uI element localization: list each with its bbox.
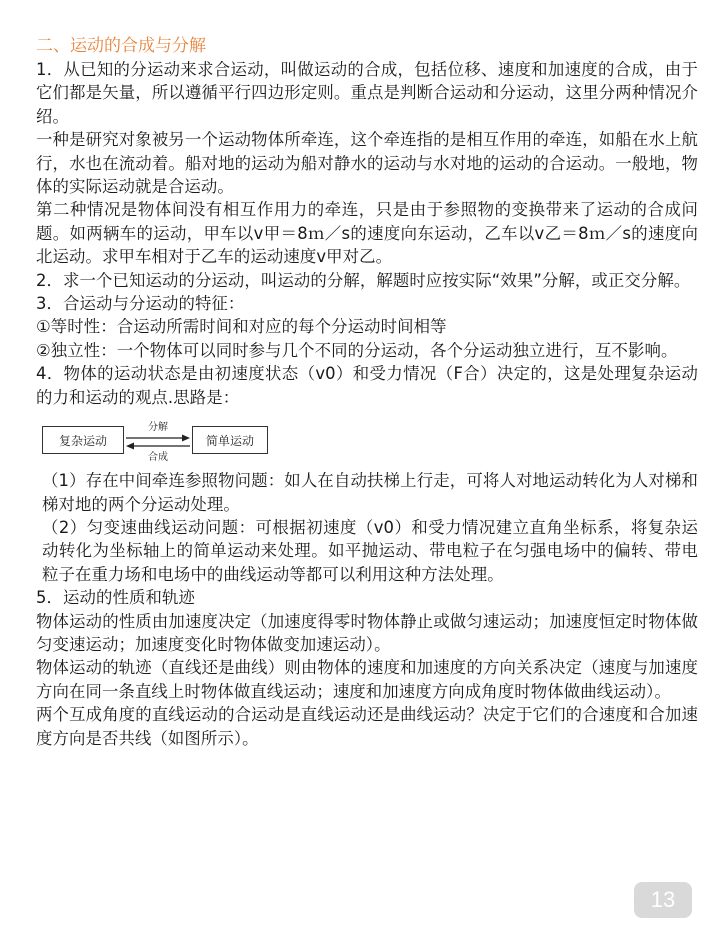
paragraph-4: 2．求一个已知运动的分运动，叫运动的分解，解题时应按实际“效果”分解，或正交分解。	[36, 270, 691, 290]
complex-motion-box: 复杂运动	[42, 426, 124, 454]
paragraph-2: 一种是研究对象被另一个运动物体所牵连，这个牵连指的是相互作用的牵连，如船在水上航行，水也在流动着。船对地的运动为船对静水的运动与水对地的运动的合运动。一般地，物体的实际运动就是合运动。	[36, 130, 698, 197]
paragraph-14: 两个互成角度的直线运动的合运动是直线运动还是曲线运动？决定于它们的合速度和合加速度方向是否共线（如图所示）。	[36, 705, 698, 748]
decomposition-diagram	[36, 414, 698, 466]
paragraph-3: 第二种情况是物体间没有相互作用力的牵连，只是由于参照物的变换带来了运动的合成问题。如两辆车的运动，甲车以v甲＝8ｍ／s的速度向东运动，乙车以v乙＝8ｍ／s的速度向北运动。求甲车相对于乙车的运动速度v甲对乙。	[36, 200, 698, 267]
page-content	[36, 34, 698, 750]
page-number-badge: 13	[634, 882, 692, 918]
compose-label: 合成	[148, 452, 168, 464]
paragraph-12: 物体运动的性质由加速度决定（加速度得零时物体静止或做匀速运动；加速度恒定时物体做匀变速运动；加速度变化时物体做变加速运动）。	[36, 611, 698, 654]
paragraph-11: 5．运动的性质和轨迹	[36, 588, 195, 608]
paragraph-5: 3．合运动与分运动的特征：	[36, 294, 245, 314]
paragraph-1: 1．从已知的分运动来求合运动，叫做运动的合成，包括位移、速度和加速度的合成，由于它们都是矢量，所以遵循平行四边形定则。重点是判断合运动和分运动，这里分两种情况介绍。	[36, 60, 698, 126]
paragraph-13: 物体运动的轨迹（直线还是曲线）则由物体的速度和加速度的方向关系决定（速度与加速度方向在同一条直线上时物体做直线运动；速度和加速度方向成角度时物体做曲线运动）。	[36, 658, 698, 701]
diagram-arrows	[124, 422, 192, 462]
paragraph-8: 4．物体的运动状态是由初速度状态（v0）和受力情况（F合）决定的，这是处理复杂运动的力和运动的观点.思路是：	[36, 364, 698, 407]
paragraph-7: ②独立性：一个物体可以同时参与几个不同的分运动，各个分运动独立进行，互不影响。	[36, 340, 678, 360]
paragraph-6: ①等时性：合运动所需时间和对应的每个分运动时间相等	[36, 317, 447, 337]
decompose-label: 分解	[148, 422, 168, 434]
paragraph-9: （1）存在中间牵连参照物问题：如人在自动扶梯上行走，可将人对地运动转化为人对梯和梯对地的两个分运动处理。	[42, 471, 698, 514]
simple-motion-box: 简单运动	[192, 426, 268, 454]
paragraph-10: （2）匀变速曲线运动问题：可根据初速度（v0）和受力情况建立直角坐标系，将复杂运动转化为坐标轴上的简单运动来处理。如平抛运动、带电粒子在匀强电场中的偏转、带电粒子在重力场和电场中的曲线运动等都可以利用这种方法处理。	[42, 517, 698, 584]
section-title: 二、运动的合成与分解	[36, 36, 206, 56]
